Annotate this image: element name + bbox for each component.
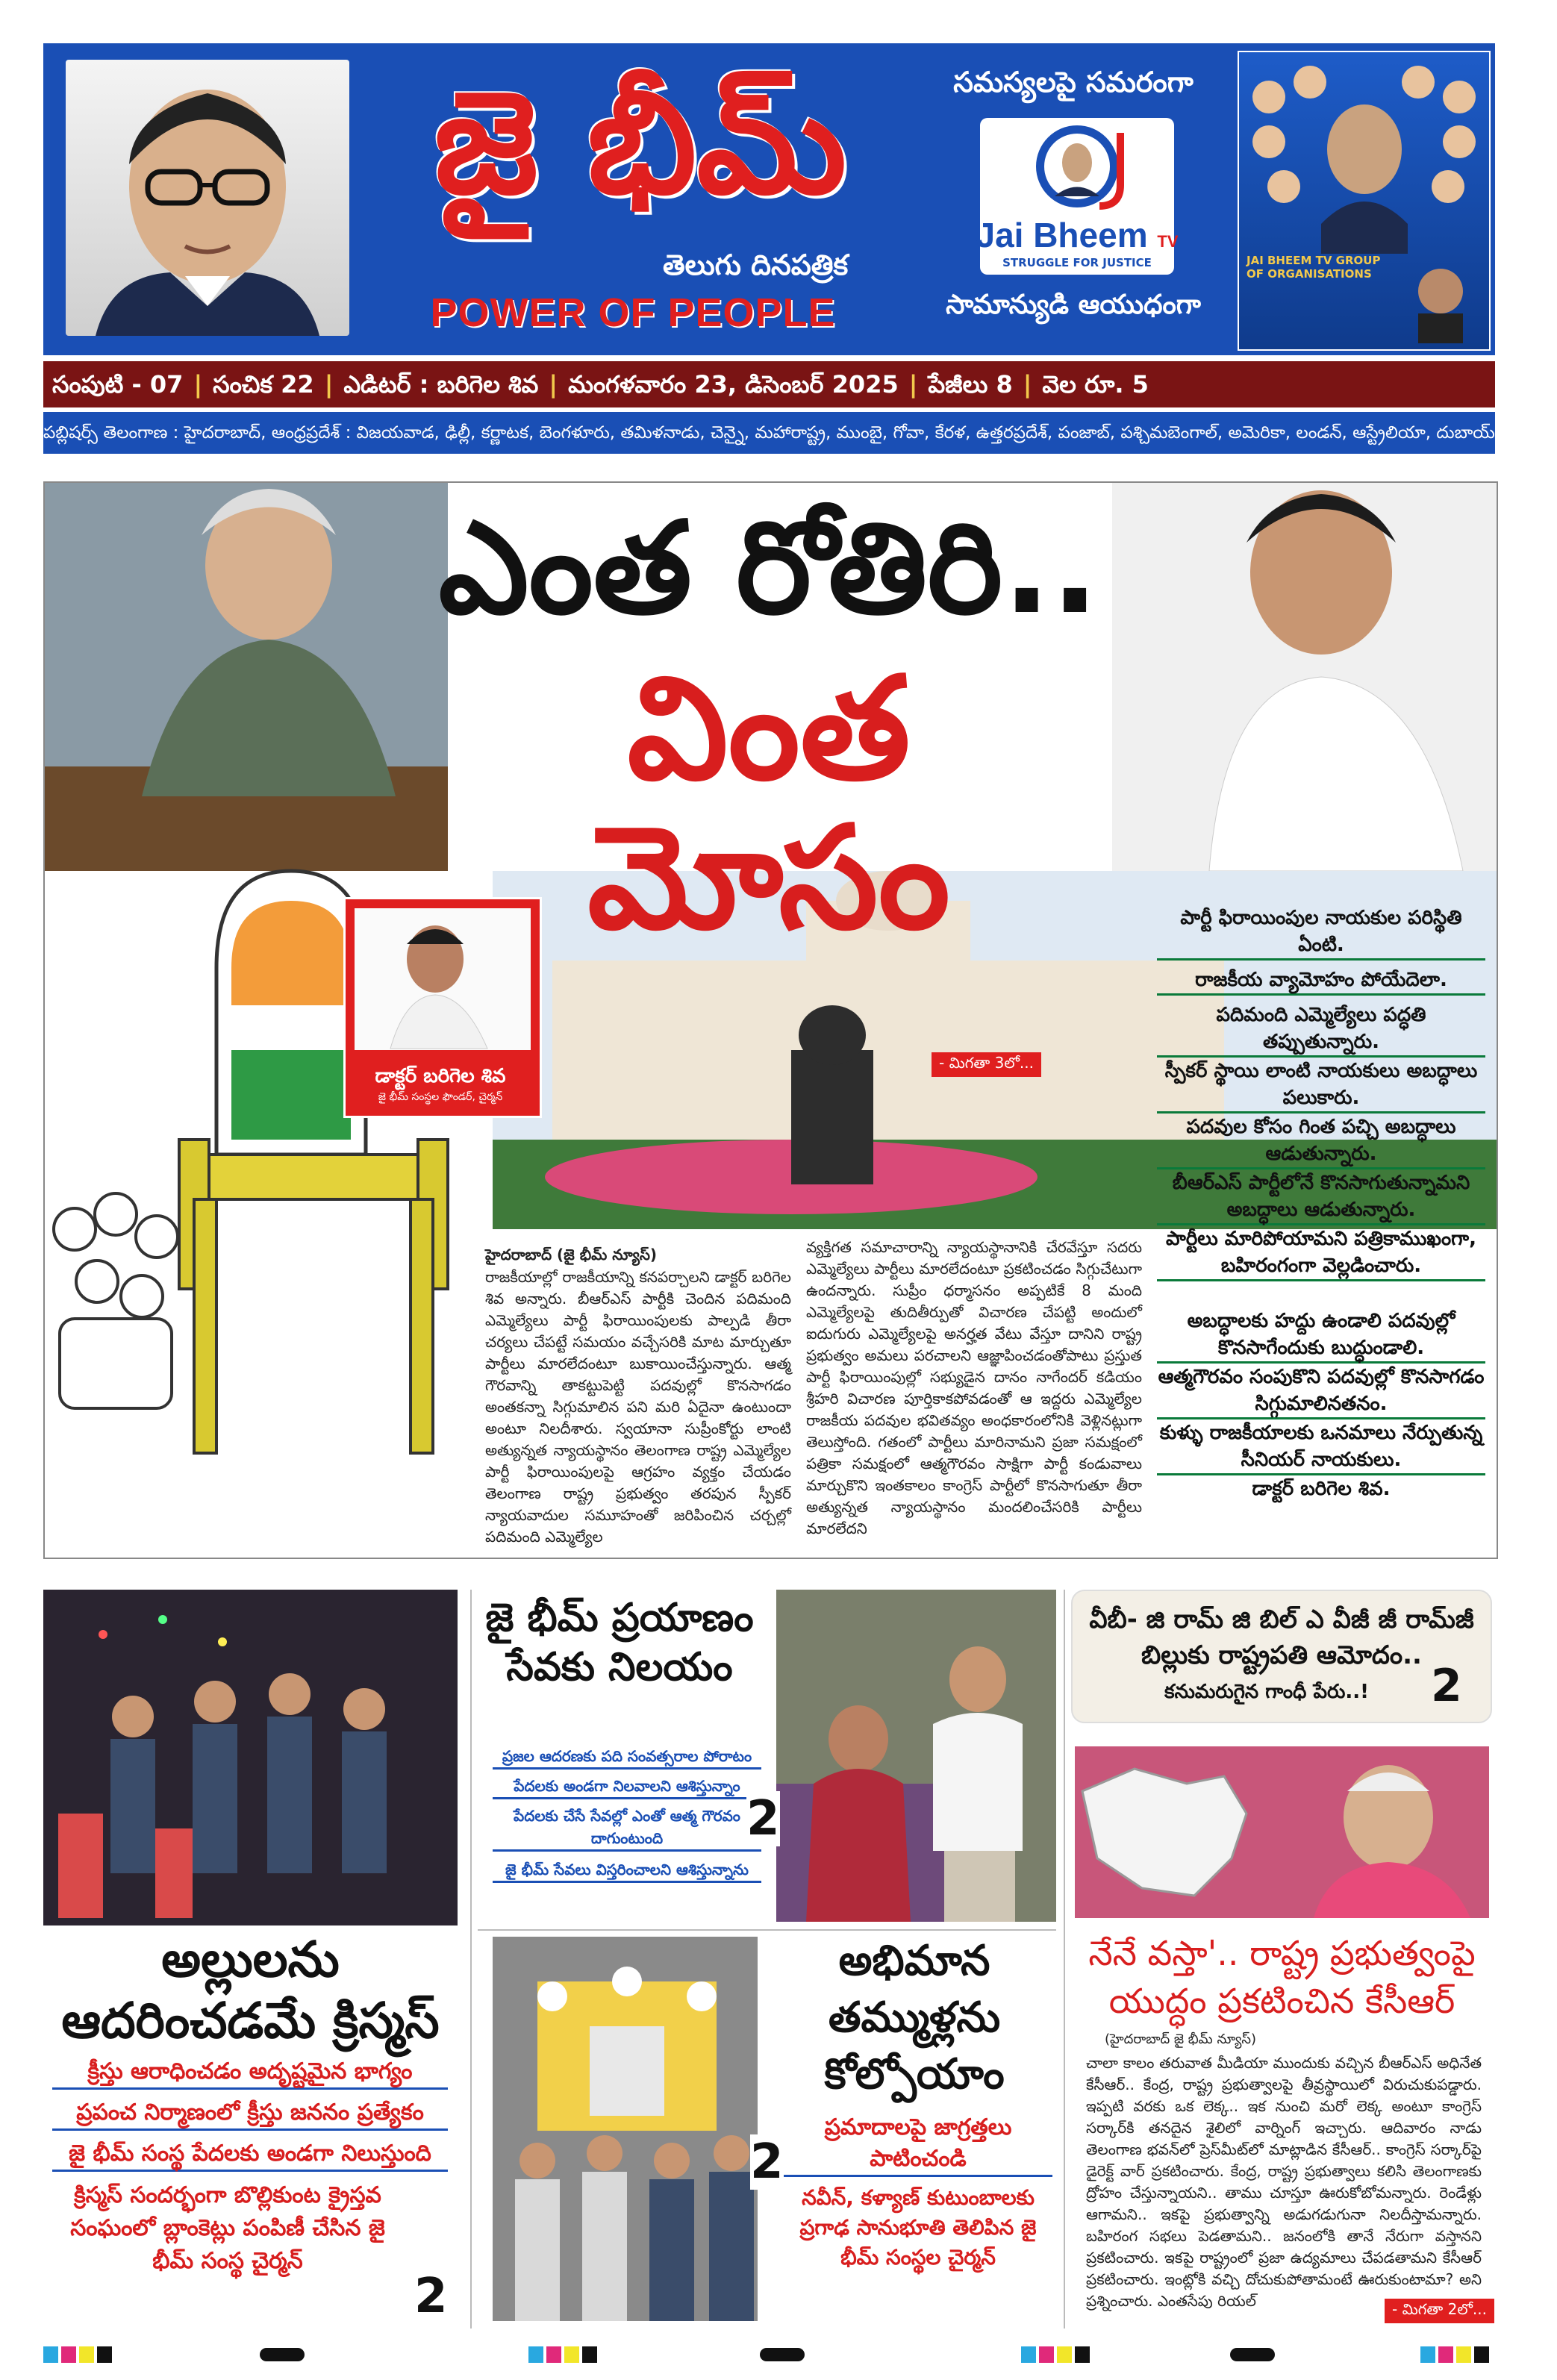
point-6: బీఆర్ఎస్ పార్టీలోనే కొనసాగుతున్నామని అబద్ధాలు ఆడుతున్నారు. — [1157, 1169, 1485, 1225]
point-9: ఆత్మగౌరవం సంపుకొని పదవుల్లో కొనసాగడం సిగ్గుమాలినతనం. — [1157, 1364, 1485, 1419]
dateline: హైదరాబాద్ (జై భీమ్ న్యూస్) — [485, 1246, 658, 1264]
kcr-dateline: (హైదరాబాద్ జై భీమ్ న్యూస్) — [1105, 2031, 1257, 2047]
page-count: పేజీలు 8 — [928, 370, 1013, 399]
ambedkar-portrait — [66, 60, 349, 336]
christmas-line-2: ప్రపంచ నిర్మాణంలో క్రీస్తు జననం ప్రత్యేకం — [52, 2097, 448, 2131]
brothers-page-ref: 2 — [750, 2134, 784, 2190]
point-11: డాక్టర్ బరిగెల శివ. — [1252, 1478, 1391, 1500]
point-8: అబద్ధాలకు హద్దు ఉండాలి పదవుల్లో కొనసాగేందుకు బుద్ధుండాలి. — [1157, 1308, 1485, 1364]
headline-line1: ఎంత రోతిరి.. — [438, 495, 1099, 643]
body-column-1: రాజకీయాల్లో రాజకీయాన్ని కనపర్చాలని డాక్టర్ బరిగెల శివ అన్నారు. బీఆర్ఎస్ పార్టీకి చెందిన పదిమంది ఎమ్మెల్యేలు పార్టీ ఫిరాయింపులకు పాల్పడి తీరా చర్యలు చేపట్టే సమయం వచ్చేసరికి మాట మార్చుతూ పార్టీలు మారలేదంటూ బుకాయించేస్తున్నారు. ఆత్మ గౌరవాన్ని తాకట్టుపెట్టి పదవుల్లో కొనసాగడం అంతకన్నా సిగ్గుమాలిన పని మరి ఏదైనా ఉంటుందా అంటూ నిలదీశారు. స్వయానా సుప్రీంకోర్టు లాంటి అత్యున్నత న్యాయస్థానం తెలంగాణ రాష్ట్ర ఎమ్మెల్యేల పార్టీ ఫిరాయింపులపై ఆగ్రహం వ్యక్తం చేయడం తెలంగాణ రాష్ట్ర ప్రభుత్వం తరపున స్పీకర్ న్యాయవాదుల సమూహంతో జరిపించిన చర్చల్లో పదిమంది ఎమ్మెల్యేల — [485, 1268, 791, 1546]
journey-title: జై భీమ్ ప్రయాణం సేవకు నిలయం — [485, 1596, 754, 1690]
reporter-role: జై భీమ్ సంస్థల ఫౌండర్, చైర్మన్ — [378, 1091, 503, 1103]
bill-box — [1071, 1590, 1492, 1723]
headline-line2: వింత మోసం — [587, 646, 950, 961]
slogan-top: సమస్యలపై సమరంగా — [953, 66, 1194, 99]
column-divider-right — [1064, 1590, 1065, 2329]
journey-line-4: జై భీమ్ సేవలు విస్తరించాలని ఆశిస్తున్నాను — [493, 1858, 761, 1883]
kcr-continued: - మిగతా 2లో... — [1385, 2299, 1494, 2323]
reporter-name: డాక్టర్ బరిగెల శివ — [375, 1065, 506, 1087]
power-of-people: POWER OF PEOPLE — [430, 290, 836, 335]
journey-photo — [776, 1590, 1056, 1922]
print-registration-marks — [43, 2343, 1495, 2366]
brothers-title: అభిమాన తమ్ముళ్లను కోల్పోయాం — [824, 1937, 1005, 2099]
kcr-title: నేనే వస్తా'.. రాష్ట్ర ప్రభుత్వంపై యుద్ధం ప్రకటించిన కేసీఆర్ — [1088, 1933, 1476, 2021]
issue-info-bar: సంపుటి - 07 | సంచిక 22 | ఎడిటర్ : బరిగెల శివ | మంగళవారం 23, డిసెంబర్ 2025 | పేజీలు 8 | వెల రూ. 5 — [43, 361, 1495, 407]
publishers-line: పబ్లిషర్స్ తెలంగాణ : హైదరాబాద్, ఆంధ్రప్రదేశ్ : విజయవాడ, ఢిల్లీ, కర్ణాటక, బెంగళూరు, తమిళనాడు, చెన్నై, మహారాష్ట్ర, ముంబై, గోవా, కేరళ, ఉత్తరప్రదేశ్, పంజాబ్, పశ్చిమబెంగాల్, అమెరికా, లండన్, ఆస్ట్రేలియా, దుబాయ్, మస్కట్ — [43, 412, 1495, 454]
point-2: రాజకీయ వ్యామోహం పోయేదెలా. — [1157, 966, 1485, 996]
main-feature — [43, 481, 1498, 1559]
journey-line-3: పేదలకు చేసే సేవల్లో ఎంతో ఆత్మ గౌరవం దాగుంటుంది — [493, 1805, 761, 1852]
christmas-page-ref: 2 — [414, 2269, 448, 2324]
logo-title: Jai Bheem TV — [976, 216, 1179, 254]
brothers-line-2: నవీన్, కళ్యాణ్ కుటుంబాలకు ప్రగాఢ సానుభూతి తెలిపిన జై భీమ్ సంస్థల చైర్మన్ — [799, 2185, 1037, 2270]
volume: సంపుటి - 07 — [52, 370, 184, 399]
row-divider-middle — [478, 1929, 1056, 1931]
christmas-line-3: జై భీమ్ సంస్థ పేదలకు అండగా నిలుస్తుంది — [52, 2138, 448, 2172]
continued-page-3: - మిగతా 3లో... — [932, 1052, 1041, 1077]
issue-number: సంచిక 22 — [213, 370, 314, 399]
point-4: స్పీకర్ స్థాయి లాంటి నాయకులు అబద్ధాలు పలుకారు. — [1157, 1058, 1485, 1114]
kcr-body: చాలా కాలం తరువాత మీడియా ముందుకు వచ్చిన బీఆర్ఎస్ అధినేత కేసీఆర్.. కేంద్ర, రాష్ట్ర ప్రభుత్వాలపై తీవ్రస్థాయిలో విరుచుకుపడ్డారు. ఇప్పటి వరకు ఒక లెక్క.. ఇక నుంచి మరో లెక్క అంటూ కాంగ్రెస్ సర్కార్‌కి తనదైన శైలిలో వార్నింగ్ ఇచ్చారు. ఆదివారం నాడు తెలంగాణ భవన్‌లో ప్రెస్‌మీట్‌లో మాట్లాడిన కేసీఆర్.. కాంగ్రెస్ సర్కార్‌పై డైరెక్ట్ వార్ ప్రకటించారు. కేంద్ర, రాష్ట్ర ప్రభుత్వాలు కలిసి తెలంగాణకు ద్రోహం చేస్తున్నాయని.. తాము చూస్తూ ఊరుకోబోమన్నారు. రెండేళ్లు ఆగామని.. ఇకపై ప్రభుత్వాన్ని అడుగడుగునా నిలదీస్తామన్నారు. బహిరంగ సభలు పెడతామని.. జనంలోకి తానే నేరుగా వస్తానని ప్రకటించారు. ఇకపై రాష్ట్రంలో ప్రజా ఉద్యమాలు చేపడతామని కేసీఆర్ ప్రకటించారు. ఇంట్లోకి వచ్చి దోచుకుపోతామంటే ఊరుకుంటామా? అని ప్రశ్నించారు. ఎంతసేపు రియల్ — [1086, 2054, 1482, 2310]
tv-panel-heading: JAI BHEEM TV GROUP OF ORGANISATIONS — [1246, 254, 1381, 281]
column-divider-left — [470, 1590, 472, 2329]
point-7: పార్టీలు మారిపోయామని పత్రికాముఖంగా, బహిరంగంగా వెల్లడించారు. — [1157, 1225, 1485, 1281]
editor: ఎడిటర్ : బరిగెల శివ — [343, 370, 539, 399]
logo-tagline: STRUGGLE FOR JUSTICE — [1002, 256, 1152, 269]
point-5: పదవుల కోసం గింత పచ్చి అబద్ధాలు ఆడుతున్నారు. — [1157, 1114, 1485, 1169]
issue-date: మంగళవారం 23, డిసెంబర్ 2025 — [568, 370, 899, 399]
christmas-line-1: క్రీస్తు ఆరాధించడం అదృష్టమైన భాగ్యం — [52, 2056, 448, 2090]
price: వెల రూ. 5 — [1042, 370, 1149, 399]
christmas-title: అల్లులను ఆదరించడమే క్రిస్మస్ — [61, 1931, 440, 2049]
kcr-photo — [1075, 1746, 1489, 1918]
body-column-2: వ్యక్తిగత సమాచారాన్ని న్యాయస్థానానికి చేరవేస్తూ సదరు ఎమ్మెల్యేలు పార్టీలు మారలేదంటూ ప్రకటించడం సిగ్గుచేటుగా ఉందన్నారు. సుప్రీం ధర్మాసనం అప్పటికే 8 మంది ఎమ్మెల్యేలపై తుదితీర్పుతో విచారణ చేపట్టి అందులో ఐదుగురు ఎమ్మెల్యేలపై అనర్హత వేటు వేస్తూ దానిని రాష్ట్ర ప్రభుత్వం అమలు పరచాలని ఆజ్ఞాపించడంతోపాటు ప్రస్తుత పార్టీ ఫిరాయింపుల్లో సభ్యుడైన దానం నాగేందర్ కడియం శ్రీహరి విచారణ పూర్తికాకపోవడంతో ఆ ఇద్దరు ఎమ్మెల్యేల రాజకీయ పదవుల భవితవ్యం అంధకారంలోనికి వెళ్లినట్లుగా తెలుస్తోంది. గతంలో పార్టీలు మారినామని ప్రజా సమక్షంలో పత్రికా సమక్షంలో ఆత్మగౌరవం సాక్షిగా పార్టీ కండువాలు మార్చుకొని ఇంతకాలం కాంగ్రెస్ పార్టీలో కొనసాగుతూ తీరా అత్యున్నత న్యాయస్థానం మందలించేసరికి పార్టీలు మారలేదని — [806, 1238, 1142, 1537]
journey-page-ref: 2 — [746, 1791, 780, 1846]
masthead — [43, 43, 1495, 355]
paper-name: జై భీమ్ — [434, 59, 847, 225]
bill-title: వీబీ- జి రామ్ జి బిల్ ఎ వీజీ జీ రామ్‌జీ బిల్లుకు రాష్ట్రపతి ఆమోదం.. — [1089, 1605, 1474, 1670]
bill-subtitle: కనుమరుగైన గాంధీ పేరు..! — [1164, 1681, 1369, 1703]
memorial-photo — [493, 1937, 758, 2321]
tv-group-panel — [1238, 51, 1491, 351]
christmas-line-4: క్రిస్మస్ సందర్భంగా బొల్లికుంట క్రైస్తవ సంఘంలో బ్లాంకెట్లు పంపిణీ చేసిన జై భీమ్ సంస్థ చైర్మన్ — [70, 2182, 385, 2274]
point-1: పార్టీ ఫిరాయింపుల నాయకుల పరిస్థితి ఏంటి. — [1157, 905, 1485, 961]
brothers-line-1: ప్రమాదాలపై జాగ్రత్తలు పాటించండి — [784, 2112, 1052, 2177]
journey-line-2: పేదలకు అండగా నిలవాలని ఆశిస్తున్నాం — [493, 1775, 761, 1799]
point-3: పదిమంది ఎమ్మెల్యేలు పద్ధతి తప్పుతున్నారు. — [1157, 1002, 1485, 1058]
christmas-photo — [43, 1590, 458, 1925]
slogan-bottom: సామాన్యుడి ఆయుధంగా — [946, 290, 1201, 320]
bill-page-ref: 2 — [1431, 1660, 1462, 1712]
paper-subtitle: తెలుగు దినపత్రిక — [663, 249, 849, 281]
point-10: కుళ్ళు రాజకీయాలకు ఒనమాలు నేర్పుతున్న సీనియర్ నాయకులు. — [1157, 1419, 1485, 1475]
journey-line-1: ప్రజల ఆదరణకు పది సంవత్సరాల పోరాటం — [493, 1745, 761, 1770]
